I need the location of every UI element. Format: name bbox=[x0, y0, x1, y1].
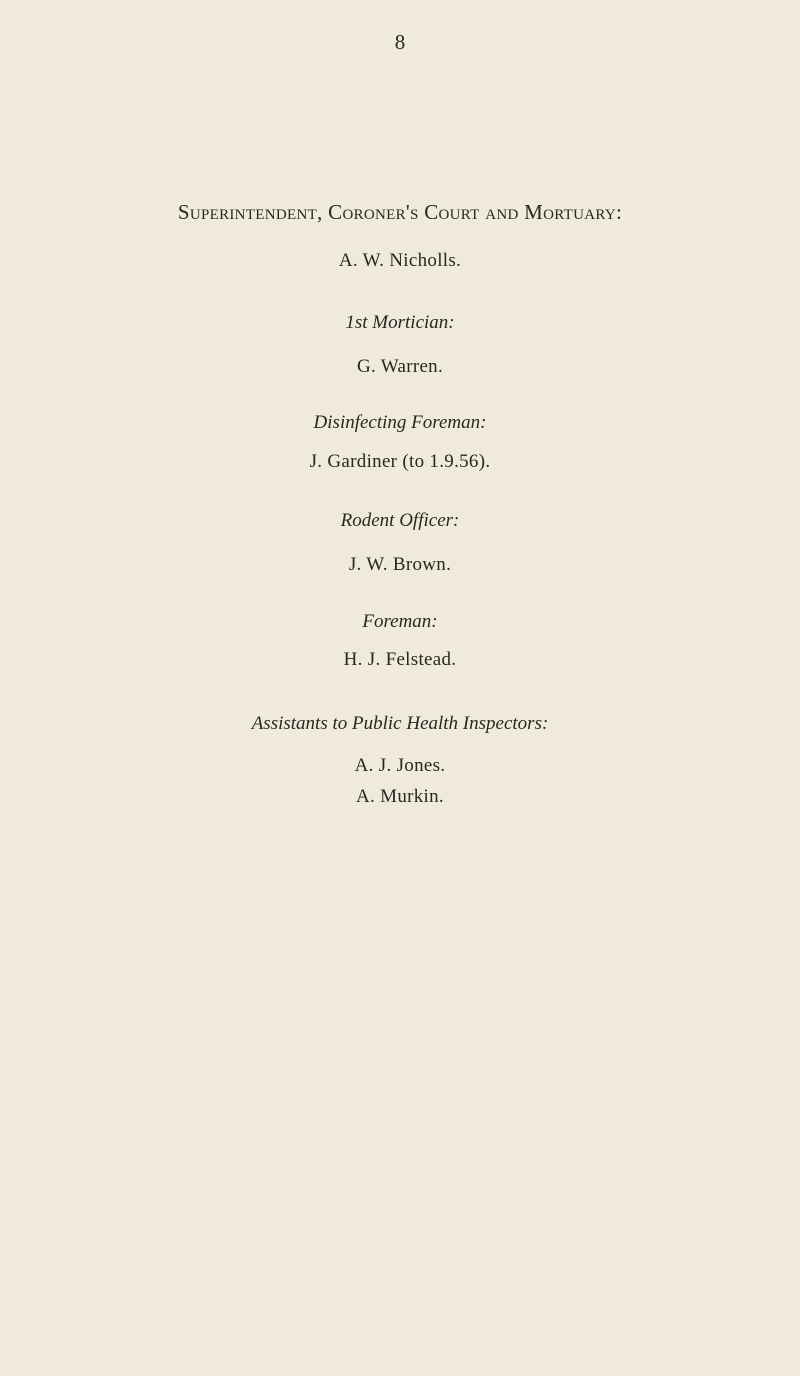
role-heading-disinfecting-foreman: Disinfecting Foreman: bbox=[313, 412, 487, 433]
role-heading-mortician: 1st Mortician: bbox=[345, 312, 455, 333]
staff-name-mortician: G. Warren. bbox=[356, 356, 444, 377]
staff-name-assistant-1: A. J. Jones. bbox=[354, 755, 446, 776]
role-heading-assistants: Assistants to Public Health Inspectors: bbox=[251, 713, 549, 734]
staff-name-superintendent: A. W. Nicholls. bbox=[338, 250, 462, 271]
role-heading-rodent-officer: Rodent Officer: bbox=[340, 510, 460, 531]
page-number: 8 bbox=[394, 30, 406, 54]
role-heading-foreman: Foreman: bbox=[362, 611, 438, 632]
staff-name-foreman: H. J. Felstead. bbox=[343, 649, 457, 670]
staff-name-disinfecting-foreman: J. Gardiner (to 1.9.56). bbox=[309, 451, 491, 472]
staff-name-rodent-officer: J. W. Brown. bbox=[348, 554, 452, 575]
role-heading-superintendent: Superintendent, Coroner's Court and Mortuary: bbox=[177, 200, 623, 224]
staff-name-assistant-2: A. Murkin. bbox=[356, 786, 444, 807]
